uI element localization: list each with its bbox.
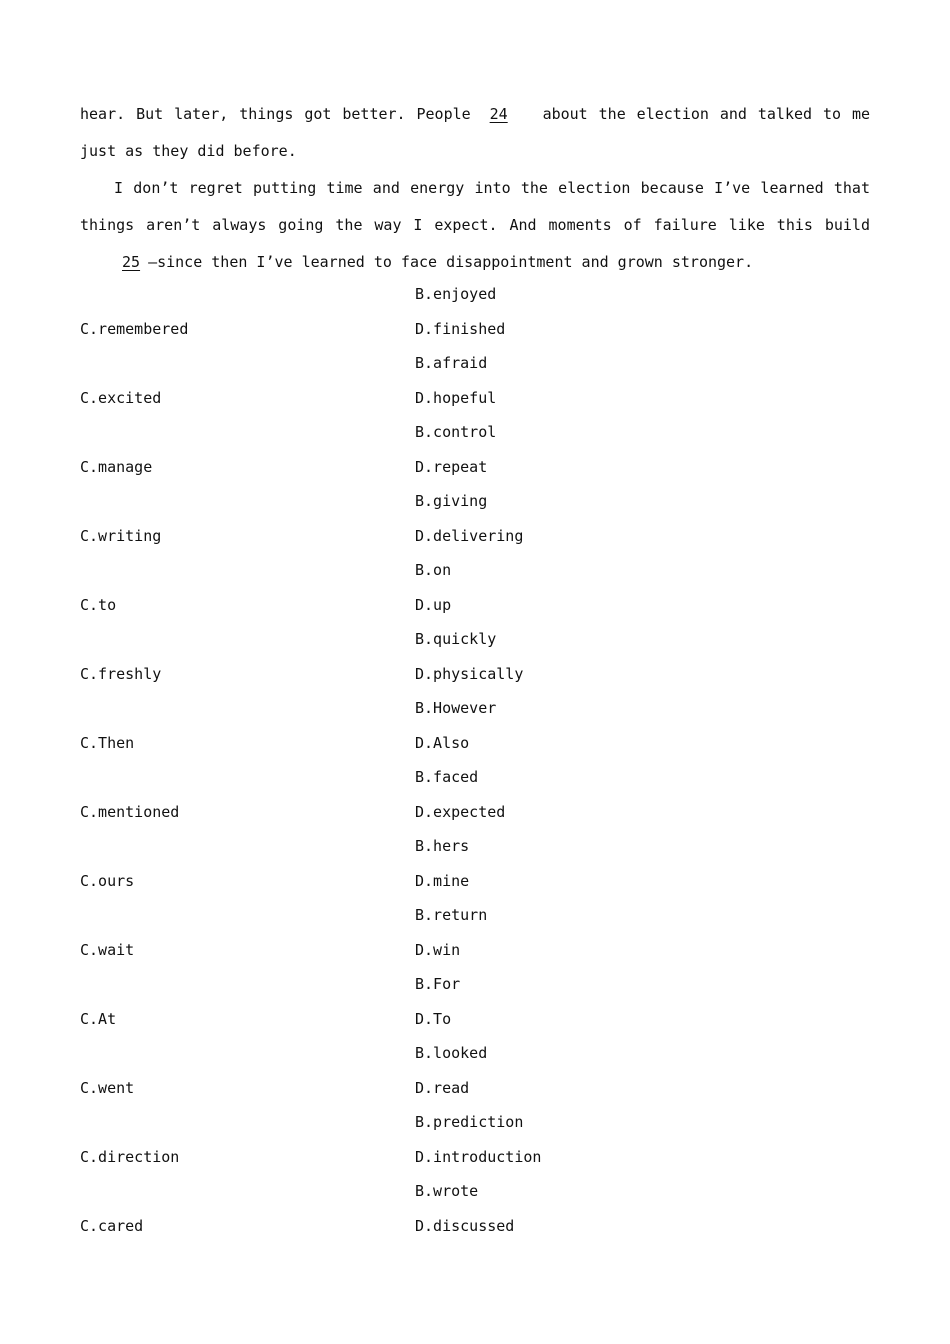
option-c: C.direction [80, 1147, 180, 1166]
option-b: B.on [415, 561, 452, 579]
option-row-cd [80, 1002, 870, 1037]
option-row-cd [80, 588, 870, 623]
option-row-cd [80, 450, 870, 485]
option-c: C.Then [80, 733, 135, 752]
option-b: B.hers [415, 837, 470, 855]
option-c: C.writing [80, 526, 162, 545]
option-d: D.introduction [415, 1147, 542, 1166]
option-c: C.remembered [80, 319, 189, 338]
option-c: C.manage [80, 457, 153, 476]
option-row-cd [80, 864, 870, 899]
option-row-b [80, 622, 870, 657]
option-row-b [80, 1174, 870, 1209]
option-row-cd [80, 1209, 870, 1244]
option-c: C.ours [80, 871, 135, 890]
option-row-b [80, 346, 870, 381]
option-d: D.repeat [415, 457, 488, 476]
option-d: D.win [415, 940, 461, 959]
option-d: D.delivering [415, 526, 524, 545]
option-row-cd [80, 519, 870, 554]
option-b: B.giving [415, 492, 488, 510]
option-row-cd [80, 726, 870, 761]
option-row-b [80, 898, 870, 933]
option-d: D.mine [415, 871, 470, 890]
option-c: C.to [80, 595, 117, 614]
option-b: B.looked [415, 1044, 488, 1062]
option-row-b [80, 415, 870, 450]
option-row-b [80, 1036, 870, 1071]
option-b: B.return [415, 906, 488, 924]
passage-paragraph-1 [80, 96, 870, 170]
option-row-cd [80, 312, 870, 347]
option-c: C.mentioned [80, 802, 180, 821]
option-b: B.enjoyed [415, 285, 497, 303]
option-c: C.At [80, 1009, 117, 1028]
option-row-cd [80, 795, 870, 830]
option-c: C.excited [80, 388, 162, 407]
paragraph-2-text-after: —since then I’ve learned to face disappointment and grown stronger. [148, 253, 754, 271]
option-c: C.freshly [80, 664, 162, 683]
blank-24: 24 [489, 105, 508, 123]
option-b: B.control [415, 423, 497, 441]
option-c: C.wait [80, 940, 135, 959]
option-d: D.discussed [415, 1216, 515, 1235]
option-d: D.To [415, 1009, 452, 1028]
option-row-b [80, 553, 870, 588]
option-d: D.Also [415, 733, 470, 752]
option-d: D.up [415, 595, 452, 614]
option-b: B.prediction [415, 1113, 524, 1131]
option-row-b [80, 484, 870, 519]
option-row-cd [80, 381, 870, 416]
option-b: B.quickly [415, 630, 497, 648]
answer-options [80, 277, 870, 1243]
option-b: B.wrote [415, 1182, 479, 1200]
reading-passage [80, 96, 870, 281]
option-c: C.went [80, 1078, 135, 1097]
option-row-cd [80, 1071, 870, 1106]
option-d: D.physically [415, 664, 524, 683]
option-row-b [80, 1105, 870, 1140]
paragraph-1-text-before: hear. But later, things got better. People [80, 105, 471, 123]
option-row-b [80, 691, 870, 726]
option-d: D.expected [415, 802, 506, 821]
paragraph-1-text-after: about the election and talked to me just as they did before. [80, 105, 871, 160]
option-row-b [80, 967, 870, 1002]
passage-paragraph-2 [80, 170, 870, 281]
option-c: C.cared [80, 1216, 144, 1235]
option-row-cd [80, 1140, 870, 1175]
blank-25: 25 [122, 253, 141, 271]
option-d: D.finished [415, 319, 506, 338]
option-b: B.For [415, 975, 461, 993]
option-b: B.afraid [415, 354, 488, 372]
option-b: B.faced [415, 768, 479, 786]
option-d: D.read [415, 1078, 470, 1097]
option-row-cd [80, 657, 870, 692]
option-b: B.However [415, 699, 497, 717]
option-row-b [80, 760, 870, 795]
option-row-b [80, 277, 870, 312]
paragraph-2-text-before: I don’t regret putting time and energy into the election because I’ve learned that things aren’t always going the way I expect. And moments of failure like this build [80, 179, 870, 234]
option-d: D.hopeful [415, 388, 497, 407]
option-row-cd [80, 933, 870, 968]
option-row-b [80, 829, 870, 864]
